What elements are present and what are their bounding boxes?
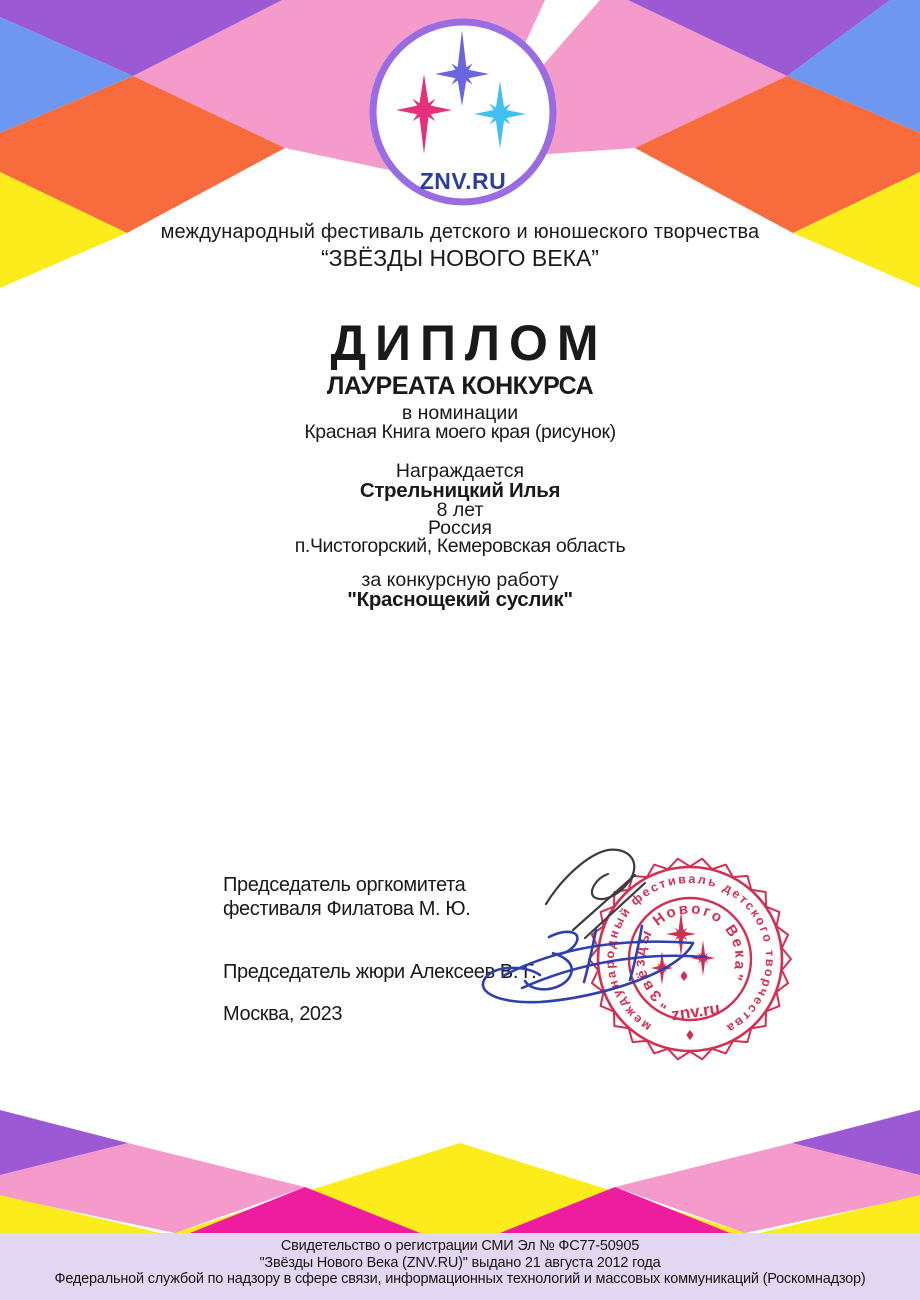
- award-label: Награждается: [395, 460, 525, 482]
- stamp-middle-textpath: "Звёзды Нового Века": [631, 900, 749, 1012]
- jury-signature: [483, 926, 706, 1002]
- stamp-site-text: znv.ru: [670, 998, 722, 1025]
- registration-line2: "Звёзды Нового Века (ZNV.RU)" выдано 21 августа 2012 года: [259, 1254, 661, 1271]
- stamp-separator-star-icon: [687, 1030, 694, 1040]
- work-label: за конкурсную работу: [361, 569, 559, 591]
- jury-signature-loop: [483, 943, 693, 1002]
- award-winner-location: п.Чистогорский, Кемеровская область: [294, 535, 626, 557]
- award-winner-name: Стрельницкий Илья: [359, 479, 561, 502]
- chairman-caption-line1: Председатель оргкомитета: [223, 874, 466, 896]
- handwritten-signatures: [455, 835, 745, 1020]
- chairman-caption-line2: фестиваля Филатова М. Ю.: [223, 898, 471, 920]
- city-year: Москва, 2023: [223, 1003, 343, 1025]
- jury-signature-z: [525, 932, 577, 990]
- award-winner-country: Россия: [428, 517, 492, 539]
- registration-line1: Свидетельство о регистрации СМИ Эл № ФС77-50905: [280, 1238, 640, 1254]
- stamp-outer-textpath: международный фестиваль детского творчества: [602, 871, 778, 1037]
- chairman-signature: [546, 850, 645, 938]
- header-decoration: [0, 0, 920, 340]
- diploma-title: ДИПЛОМ: [330, 315, 608, 371]
- chairman-signature-stroke1: [546, 850, 634, 904]
- registration-info: [0, 1238, 920, 1288]
- znv-logo: [373, 22, 553, 202]
- nomination-label: в номинации: [401, 402, 519, 424]
- award-winner-age: 8 лет: [436, 499, 484, 521]
- diploma-subtitle: ЛАУРЕАТА КОНКУРСА: [326, 372, 594, 400]
- logo-brand-text: ZNV.RU: [419, 168, 507, 194]
- jury-signature-tick2: [630, 926, 642, 980]
- nomination-value: Красная Книга моего края (рисунок): [304, 421, 616, 443]
- festival-subtitle: международный фестиваль детского и юношеского творчества: [160, 221, 760, 243]
- registration-line3: Федеральной службой по надзору в сфере связи, информационных технологий и массовых коммуникаций (Роскомнадзор): [54, 1271, 866, 1287]
- jury-caption: Председатель жюри Алексеев В. Г.: [223, 961, 537, 983]
- festival-title: “ЗВЁЗДЫ НОВОГО ВЕКА”: [321, 245, 599, 271]
- footer-triangle-pattern: [0, 1110, 920, 1233]
- work-title: "Краснощекий суслик": [347, 588, 573, 611]
